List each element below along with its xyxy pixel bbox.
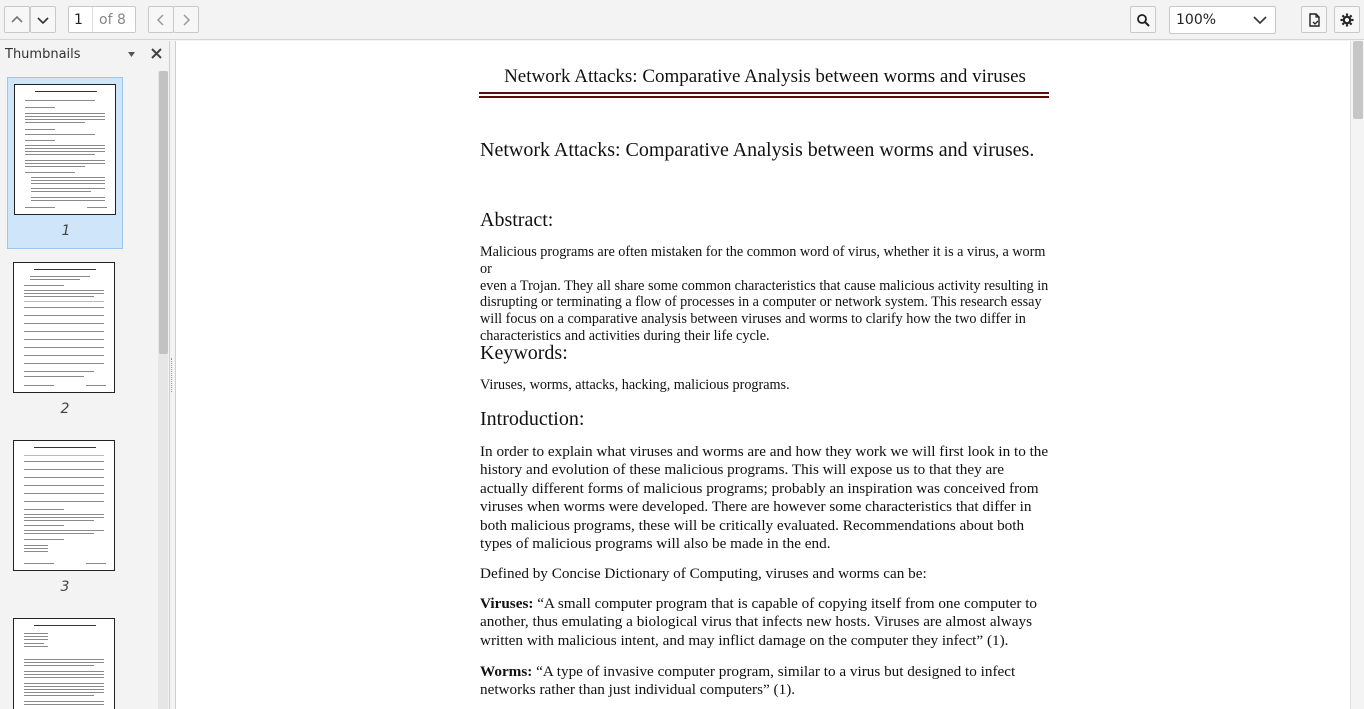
thumbnail-image	[13, 440, 115, 571]
document-properties-button[interactable]	[1301, 6, 1327, 33]
chevron-left-icon	[154, 13, 168, 27]
virus-definition	[480, 595, 1050, 650]
virus-term: Viruses:	[480, 595, 534, 612]
text-line: disrupting or terminating a flow of processes in a computer or network system. This research essay	[480, 294, 1042, 311]
page-number-field[interactable]	[68, 6, 136, 33]
text-line: “A type of invasive computer program, similar to a virus but designed to infect	[532, 663, 1016, 680]
text-line: types of malicious programs will also be made in the end.	[480, 535, 831, 553]
text-line: actually different forms of malicious programs; probably an inspiration was conceived from	[480, 479, 1039, 497]
chevron-right-icon	[179, 13, 193, 27]
thumbnail-image	[13, 262, 115, 393]
chevron-down-icon	[36, 13, 50, 27]
gear-icon	[1340, 13, 1354, 27]
toolbar	[0, 0, 1364, 40]
thumbnail-page-1[interactable]	[7, 77, 123, 249]
history-back-button[interactable]	[148, 6, 174, 33]
text-line: written with malicious intent, and may inflict damage on the computer they infect” (1).	[480, 631, 1009, 649]
text-line: Malicious programs are often mistaken for the common word of virus, whether it is a virus, a worm or	[480, 244, 1046, 277]
text-line: another, thus emulating a biological virus that infects new hosts. Viruses are almost always	[480, 613, 1032, 631]
text-line: history and evolution of these malicious programs. This will expose us to that they are	[480, 461, 1005, 479]
sidebar-scrollbar-thumb[interactable]	[159, 71, 168, 354]
text-line: networks rather than just individual computers” (1).	[480, 681, 796, 699]
current-page-input[interactable]: 1	[69, 7, 93, 32]
thumbnail-label: 1	[61, 223, 71, 239]
worm-definition	[480, 663, 1050, 700]
thumbnail-page-4[interactable]	[7, 612, 123, 709]
sidebar-title: Thumbnails	[5, 47, 81, 62]
thumbnail-page-2[interactable]	[7, 256, 123, 428]
keywords-heading: Keywords:	[480, 342, 568, 364]
thumbnail-label: 2	[60, 401, 70, 417]
text-line: viruses when worms were developed. There are however some characteristics that differ in	[480, 498, 1032, 516]
text-line: characteristics and activities during their life cycle.	[480, 327, 770, 344]
document-viewport[interactable]	[175, 41, 1364, 709]
worm-term: Worms:	[480, 663, 533, 680]
search-icon	[1136, 13, 1150, 27]
text-line: both malicious programs, these will be critically evaluated. Recommendations about both	[480, 516, 1025, 534]
sidebar-resize-handle[interactable]	[171, 358, 174, 392]
thumbnail-page-3[interactable]	[7, 434, 123, 606]
document-scrollbar[interactable]	[1350, 41, 1364, 709]
thumbnail-image	[14, 84, 116, 215]
caret-down-icon[interactable]	[127, 50, 136, 59]
chevron-down-icon	[1253, 13, 1267, 27]
introduction-paragraph	[480, 443, 1050, 553]
thumbnail-image	[13, 618, 115, 709]
zoom-select[interactable]	[1169, 6, 1276, 34]
previous-page-button[interactable]	[4, 6, 30, 33]
header-rule	[479, 96, 1049, 98]
close-icon[interactable]	[150, 47, 163, 60]
document-icon	[1307, 13, 1321, 27]
thumbnail-label: 3	[60, 579, 70, 595]
text-line: “A small computer program that is capable of copying itself from one computer to	[533, 595, 1038, 612]
abstract-heading: Abstract:	[480, 209, 554, 231]
introduction-heading: Introduction:	[480, 408, 585, 430]
keywords-text: Viruses, worms, attacks, hacking, malicious programs.	[480, 377, 790, 393]
document-scrollbar-thumb[interactable]	[1353, 41, 1363, 119]
page-total-label: of 8	[99, 11, 126, 28]
running-header: Network Attacks: Comparative Analysis between worms and viruses	[504, 66, 1026, 87]
zoom-value: 100%	[1176, 12, 1217, 28]
text-line: will focus on a comparative analysis between viruses and worms to clarify how the two differ in	[480, 311, 1026, 328]
chevron-up-icon	[10, 13, 24, 27]
settings-button[interactable]	[1334, 6, 1360, 33]
thumbnails-sidebar	[0, 41, 170, 709]
header-rule	[479, 92, 1049, 94]
text-line: even a Trojan. They all share some common characteristics that cause malicious activity resulting in	[480, 277, 1049, 294]
text-line: In order to explain what viruses and worms are and how they work we will first look in to the	[480, 443, 1049, 460]
abstract-paragraph	[480, 244, 1050, 345]
sidebar-scrollbar[interactable]	[158, 71, 168, 709]
document-title: Network Attacks: Comparative Analysis between worms and viruses.	[480, 139, 1035, 161]
definition-intro: Defined by Concise Dictionary of Computing, viruses and worms can be:	[480, 565, 927, 582]
history-forward-button[interactable]	[173, 6, 199, 33]
sidebar-header	[0, 41, 170, 68]
search-button[interactable]	[1130, 6, 1156, 33]
thumbnail-list[interactable]	[0, 71, 158, 709]
next-page-button[interactable]	[30, 6, 56, 33]
